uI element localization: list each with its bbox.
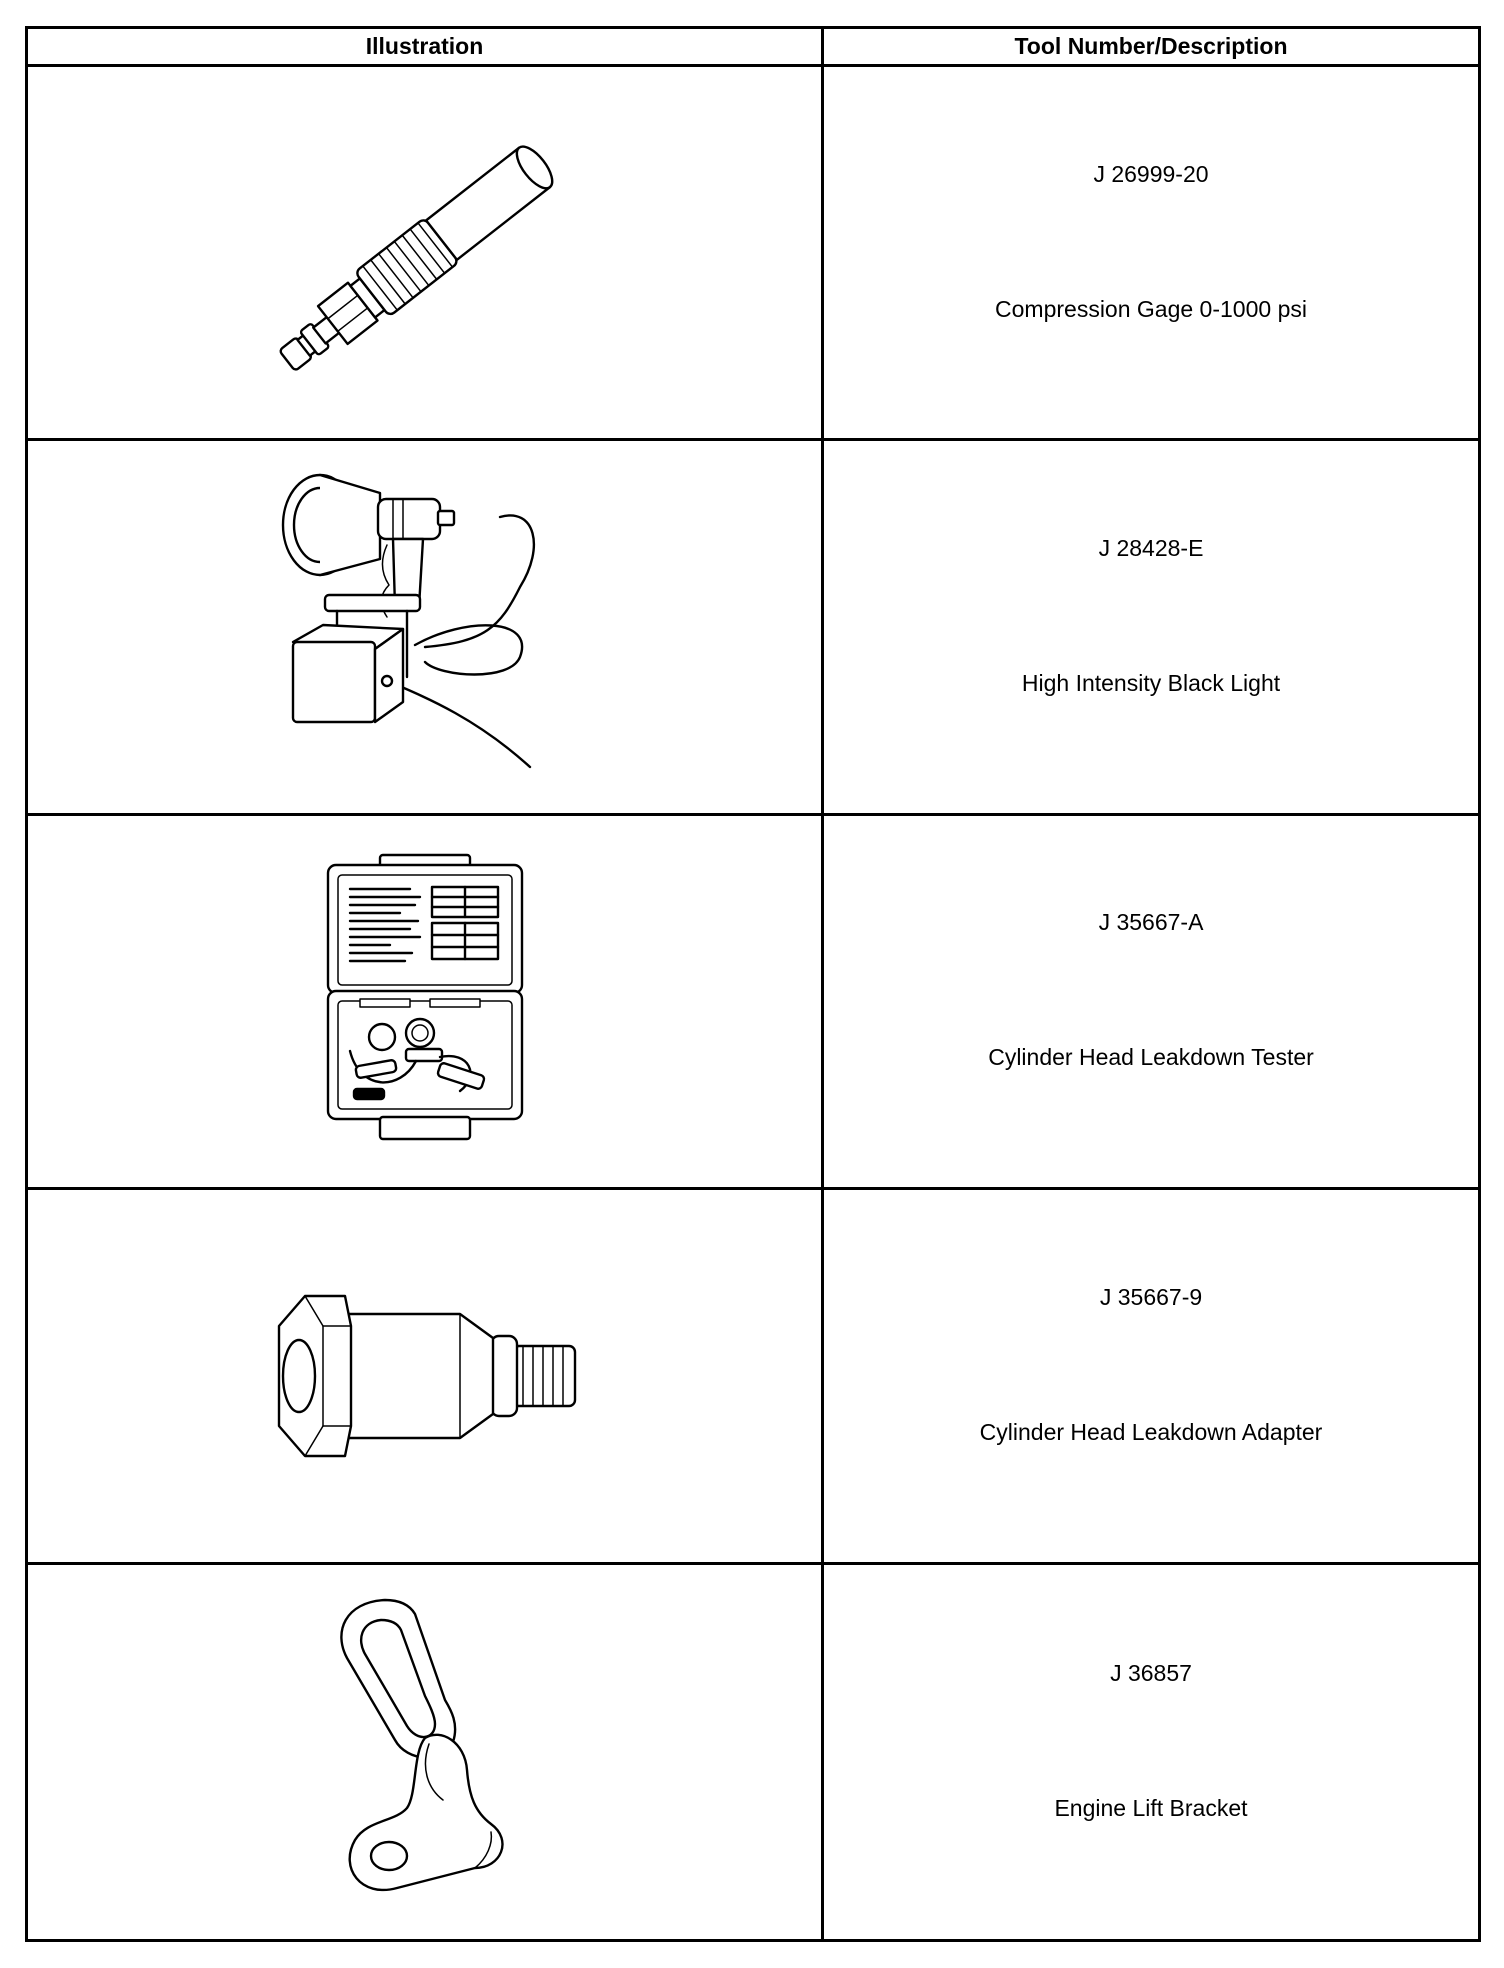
tool-number: J 35667-9 bbox=[1099, 1283, 1203, 1310]
header-tool-label: Tool Number/Description bbox=[1014, 33, 1288, 59]
leakdown-tester-case-icon bbox=[320, 851, 530, 1151]
leakdown-adapter-icon bbox=[265, 1286, 585, 1466]
row-4-illustration bbox=[28, 1190, 824, 1564]
header-illustration bbox=[28, 29, 824, 67]
row-3-description bbox=[824, 816, 1478, 1190]
row-2-description bbox=[824, 441, 1478, 815]
black-light-icon bbox=[275, 467, 575, 787]
header-tool bbox=[824, 29, 1478, 67]
tool-number: J 26999-20 bbox=[1093, 160, 1209, 187]
row-1-description bbox=[824, 67, 1478, 441]
row-5-description bbox=[824, 1565, 1478, 1939]
tool-description: Cylinder Head Leakdown Adapter bbox=[979, 1418, 1323, 1445]
tool-number: J 28428-E bbox=[1098, 535, 1204, 562]
row-3-illustration bbox=[28, 816, 824, 1190]
tool-number: J 36857 bbox=[1110, 1659, 1192, 1686]
row-2-illustration bbox=[28, 441, 824, 815]
tool-number: J 35667-A bbox=[1098, 909, 1204, 936]
tool-description: High Intensity Black Light bbox=[1021, 670, 1281, 697]
row-5-illustration bbox=[28, 1565, 824, 1939]
row-1-illustration bbox=[28, 67, 824, 441]
compression-gage-adapter-icon bbox=[265, 98, 585, 408]
tool-description: Engine Lift Bracket bbox=[1054, 1794, 1248, 1821]
engine-lift-bracket-icon bbox=[325, 1592, 525, 1912]
tool-description: Compression Gage 0-1000 psi bbox=[995, 295, 1307, 322]
header-illustration-label: Illustration bbox=[365, 33, 484, 59]
row-4-description bbox=[824, 1190, 1478, 1564]
tool-description: Cylinder Head Leakdown Tester bbox=[988, 1044, 1314, 1071]
special-tools-table bbox=[25, 26, 1481, 1942]
